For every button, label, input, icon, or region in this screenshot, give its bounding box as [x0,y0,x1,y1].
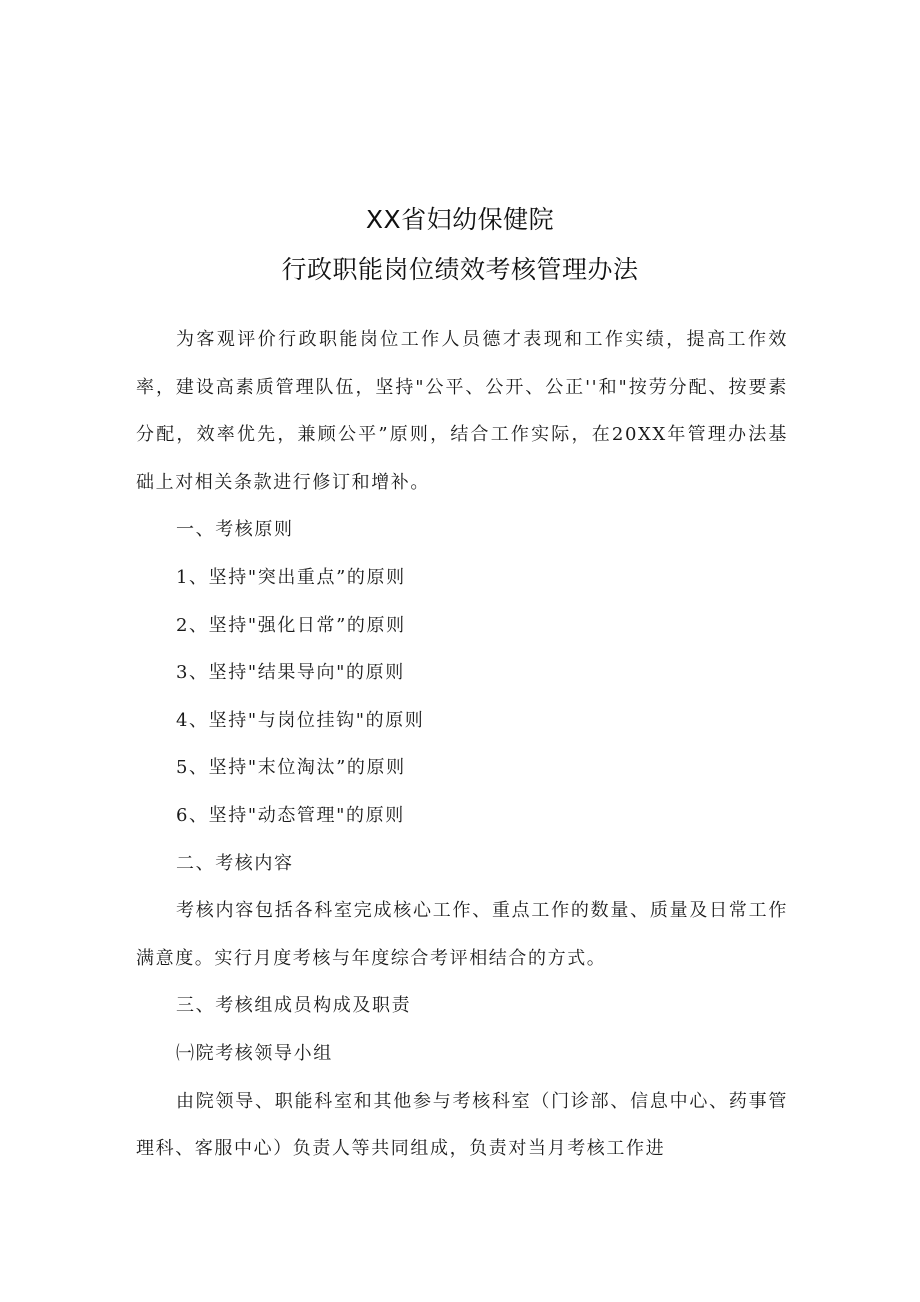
principle-item-6: 6、坚持"动态管理"的原则 [176,804,405,826]
document-title-line2: 行政职能岗位绩效考核管理办法 [281,255,639,284]
document-title-line1: XX省妇幼保健院 [365,205,555,234]
intro-paragraph: 为客观评价行政职能岗位工作人员德才表现和工作实绩，提高工作效率，建设高素质管理队伍，坚持"公平、公开、公正''和"按劳分配、按要素分配，效率优先，兼顾公平”原则，结合工作实际，在20XX年管理办法基础上对相关条款进行修订和增补。 [136,329,788,493]
principle-item-1: 1、坚持"突出重点”的原则 [176,566,406,588]
section2-paragraph: 考核内容包括各科室完成核心工作、重点工作的数量、质量及日常工作满意度。实行月度考核与年度综合考评相结合的方式。 [136,900,788,969]
section3-sub1-paragraph: 由院领导、职能科室和其他参与考核科室（门诊部、信息中心、药事管理科、客服中心）负责人等共同组成，负责对当月考核工作进 [136,1090,788,1160]
document-body [136,316,788,1173]
section3-heading: 三、考核组成员构成及职责 [176,995,412,1017]
section3-sub1-heading: ㈠院考核领导小组 [176,1042,333,1064]
principle-item-5: 5、坚持"末位淘汰”的原则 [176,757,406,779]
principle-item-2: 2、坚持"强化日常”的原则 [176,614,406,636]
principle-item-3: 3、坚持"结果导向"的原则 [176,662,405,684]
principle-item-4: 4、坚持"与岗位挂钩"的原则 [176,709,425,731]
section1-heading: 一、考核原则 [176,519,294,541]
section2-heading: 二、考核内容 [176,852,294,874]
